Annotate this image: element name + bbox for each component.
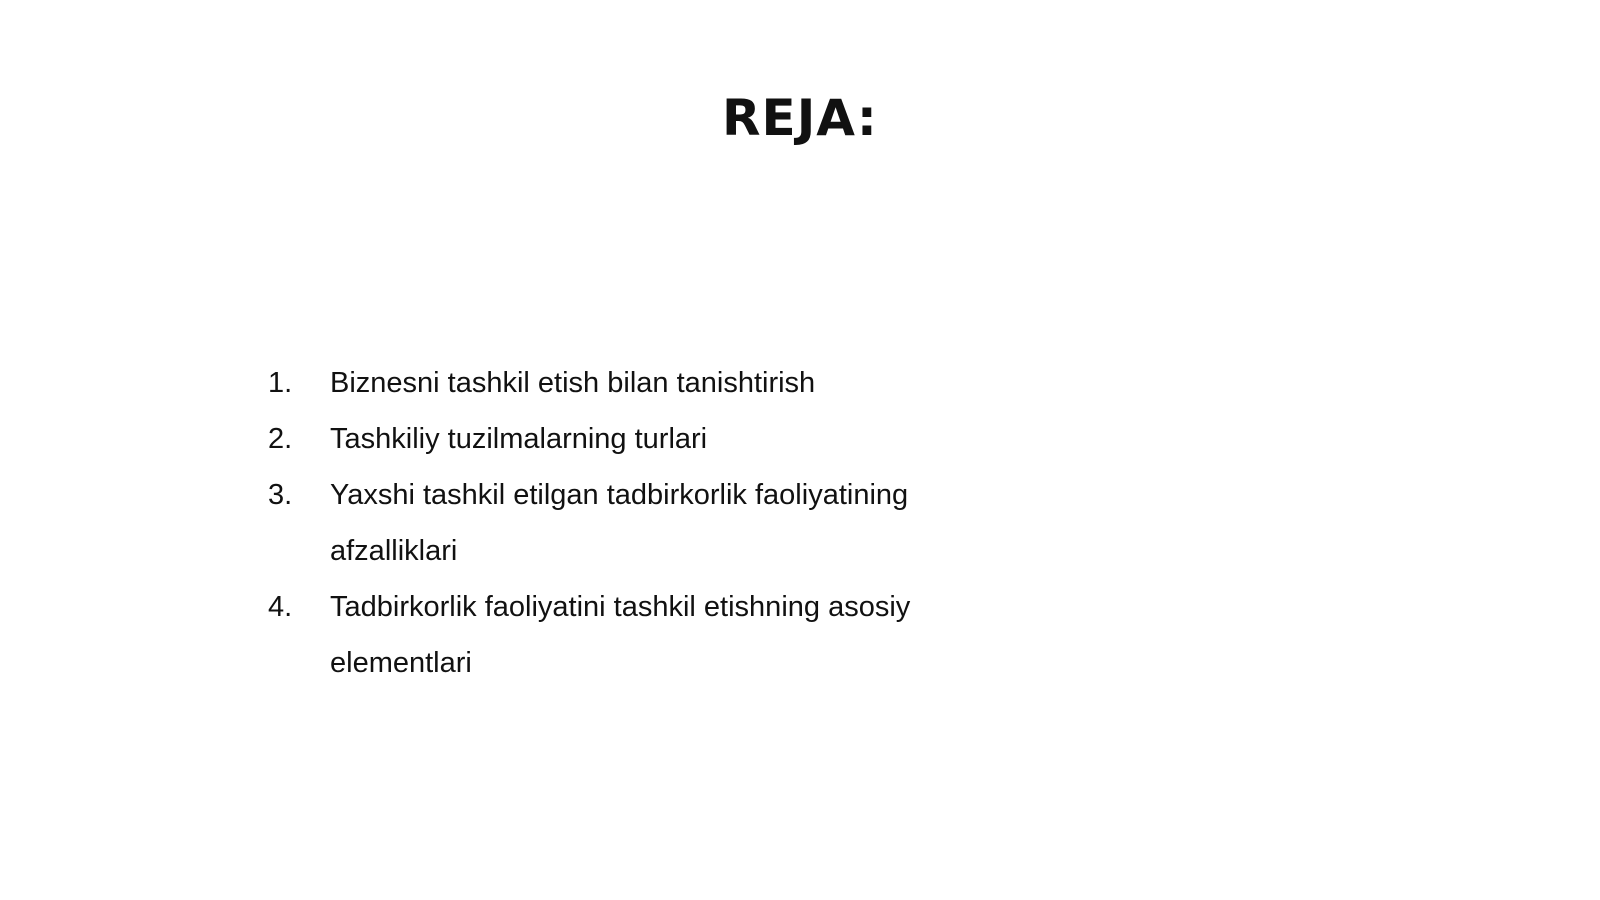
list-item-number: 3. [268, 479, 293, 511]
list-item [268, 579, 988, 691]
list-item-number: 1. [268, 367, 293, 399]
list-item [268, 411, 988, 467]
list-item [268, 467, 988, 579]
list-item-number: 2. [268, 423, 293, 455]
list-item-text: Yaxshi tashkil etilgan tadbirkorlik faoliyatining afzalliklari [330, 479, 909, 567]
slide-title: REJA: [722, 89, 878, 147]
list-item-text: Tadbirkorlik faoliyatini tashkil etishning asosiy elementlari [330, 591, 911, 679]
plan-list [268, 355, 988, 691]
list-item-text: Tashkiliy tuzilmalarning turlari [330, 423, 708, 455]
list-item [268, 355, 988, 411]
list-item-number: 4. [268, 591, 293, 623]
list-item-text: Biznesni tashkil etish bilan tanishtirish [330, 367, 816, 399]
